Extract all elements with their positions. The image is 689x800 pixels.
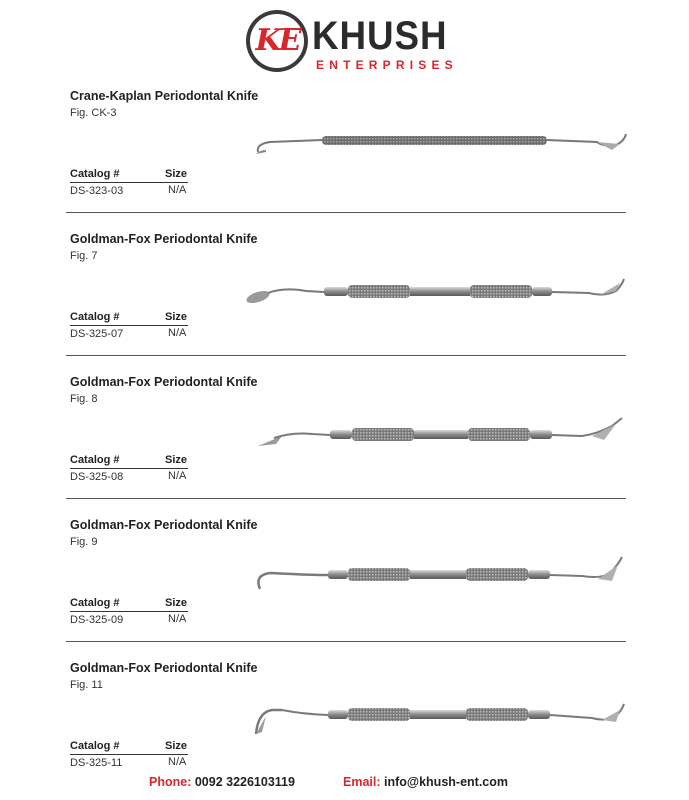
size-value: N/A bbox=[168, 184, 187, 196]
section-divider bbox=[66, 641, 626, 642]
product-card bbox=[0, 370, 689, 513]
size-value: N/A bbox=[168, 756, 187, 768]
product-fig: Fig. 9 bbox=[70, 536, 98, 548]
product-card bbox=[0, 84, 689, 227]
email-address[interactable]: info@khush-ent.com bbox=[384, 775, 508, 789]
knife-instrument-image bbox=[252, 120, 632, 160]
section-divider bbox=[66, 212, 626, 213]
size-value: N/A bbox=[168, 613, 187, 625]
catalog-value: DS-325-07 bbox=[70, 328, 124, 340]
brand-subtitle: ENTERPRISES bbox=[316, 58, 458, 72]
footer-phone bbox=[149, 775, 295, 789]
header-rule bbox=[70, 468, 188, 469]
brand-name: KHUSH bbox=[312, 14, 448, 58]
product-title: Goldman-Fox Periodontal Knife bbox=[70, 232, 258, 246]
section-divider bbox=[66, 355, 626, 356]
product-fig: Fig. 8 bbox=[70, 393, 98, 405]
product-title: Crane-Kaplan Periodontal Knife bbox=[70, 89, 259, 103]
header-rule bbox=[70, 325, 188, 326]
product-title: Goldman-Fox Periodontal Knife bbox=[70, 375, 258, 389]
knife-instrument-image bbox=[252, 553, 632, 597]
catalog-header: Catalog # bbox=[70, 168, 120, 180]
catalog-value: DS-325-11 bbox=[70, 757, 123, 769]
knife-instrument-image bbox=[252, 696, 632, 740]
size-header: Size bbox=[165, 454, 188, 466]
product-title: Goldman-Fox Periodontal Knife bbox=[70, 661, 258, 675]
size-header: Size bbox=[165, 740, 188, 752]
size-header: Size bbox=[165, 311, 188, 323]
phone-number[interactable]: 0092 3226103119 bbox=[194, 775, 295, 789]
header-rule bbox=[70, 611, 188, 612]
size-header: Size bbox=[165, 168, 188, 180]
catalog-value: DS-325-08 bbox=[70, 471, 124, 483]
product-fig: Fig. CK-3 bbox=[70, 107, 117, 119]
footer-email bbox=[343, 775, 508, 789]
phone-label: Phone: bbox=[149, 775, 192, 789]
product-card bbox=[0, 513, 689, 656]
product-card bbox=[0, 227, 689, 370]
email-label: Email: bbox=[343, 775, 381, 789]
catalog-value: DS-323-03 bbox=[70, 185, 124, 197]
header-rule bbox=[70, 182, 188, 183]
header bbox=[0, 0, 689, 82]
catalog-value: DS-325-09 bbox=[70, 614, 124, 626]
logo-monogram: KE bbox=[255, 23, 299, 58]
catalog-header: Catalog # bbox=[70, 740, 120, 752]
product-title: Goldman-Fox Periodontal Knife bbox=[70, 518, 258, 532]
product-fig: Fig. 11 bbox=[70, 679, 103, 691]
logo-icon bbox=[246, 10, 308, 72]
product-fig: Fig. 7 bbox=[70, 250, 98, 262]
size-value: N/A bbox=[168, 327, 187, 339]
catalog-header: Catalog # bbox=[70, 311, 120, 323]
header-rule bbox=[70, 754, 188, 755]
catalog-header: Catalog # bbox=[70, 454, 120, 466]
size-header: Size bbox=[165, 597, 188, 609]
contact-footer bbox=[0, 772, 689, 792]
catalog-header: Catalog # bbox=[70, 597, 120, 609]
knife-instrument-image bbox=[252, 414, 632, 454]
size-value: N/A bbox=[168, 470, 187, 482]
knife-instrument-image bbox=[244, 275, 634, 311]
section-divider bbox=[66, 498, 626, 499]
